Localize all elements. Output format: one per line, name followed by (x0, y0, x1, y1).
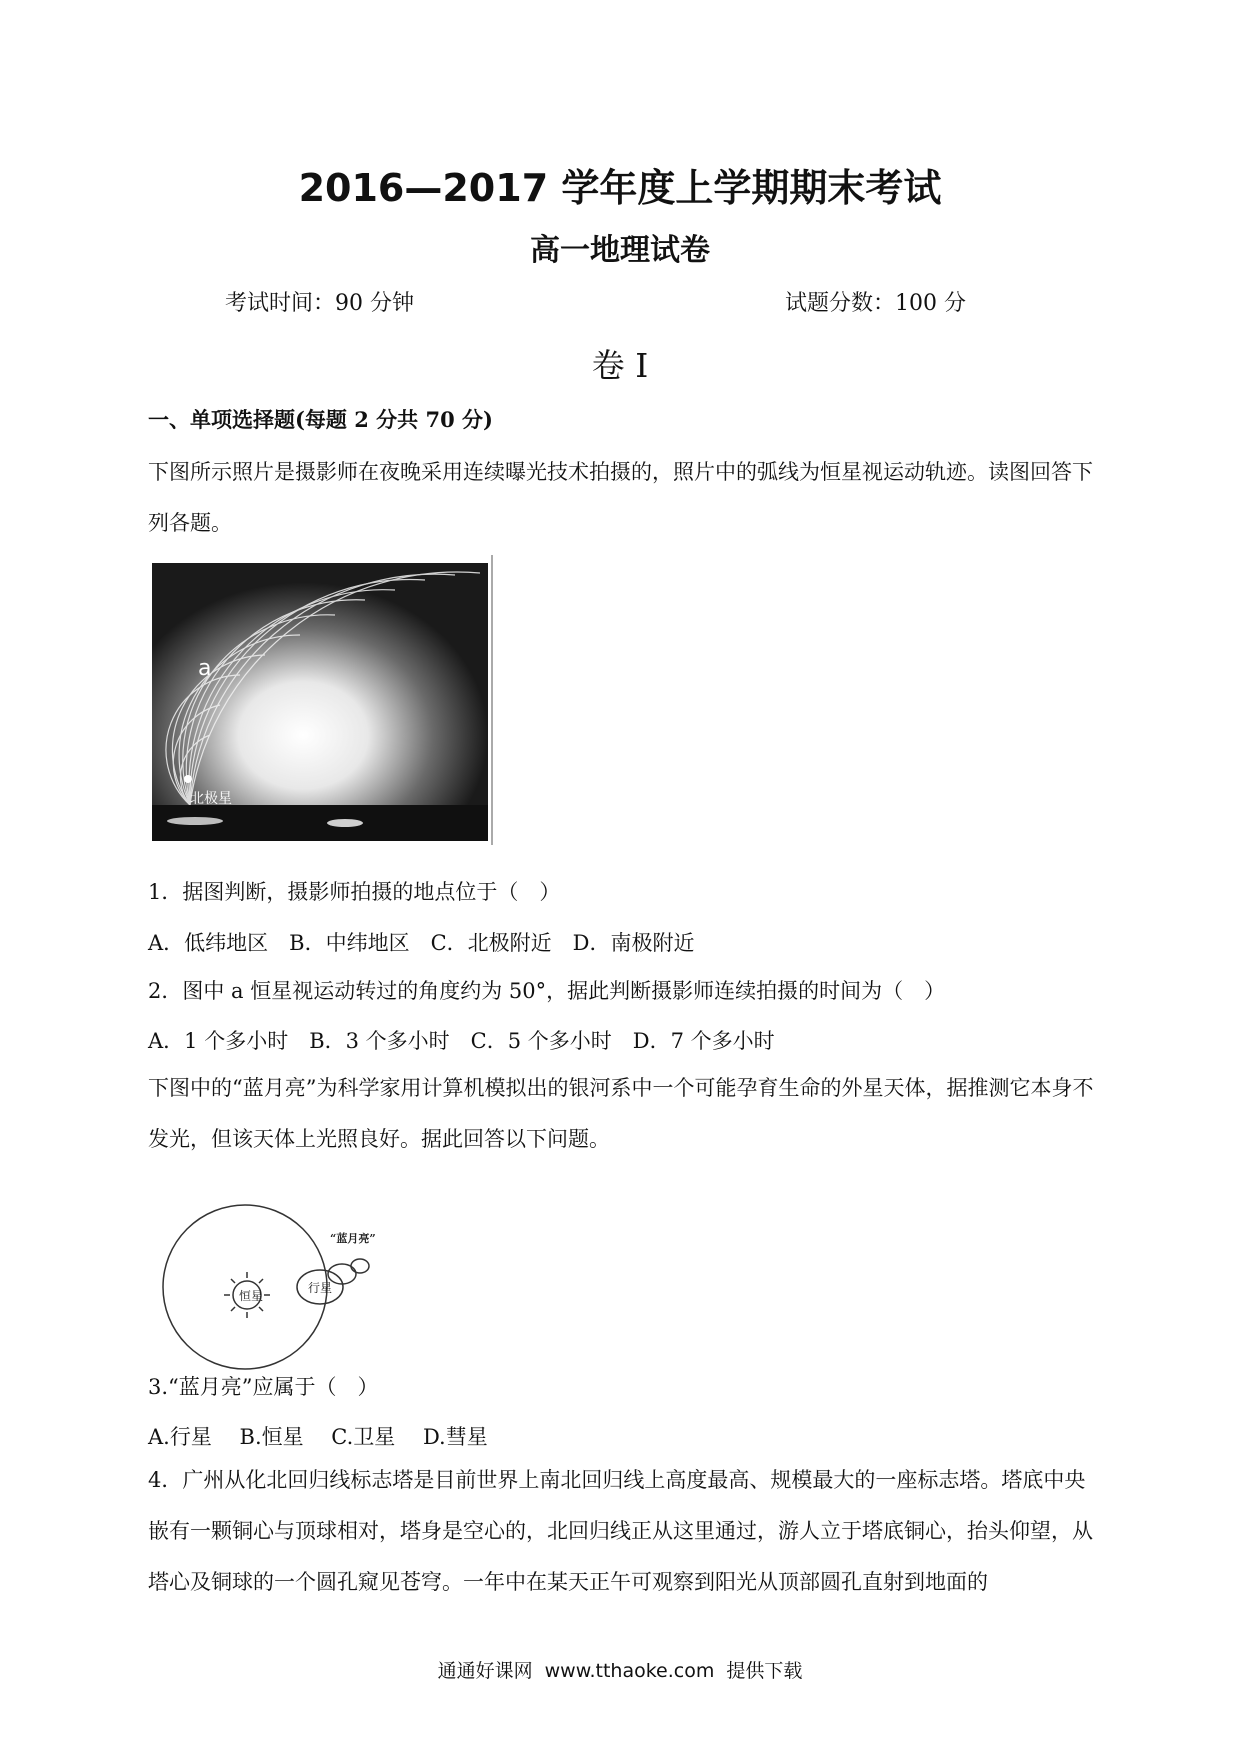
question-2-stem: 2．图中 a 恒星视运动转过的角度约为 50°，据此判断摄影师连续拍摄的时间为（ ） (148, 979, 946, 1003)
star-a-label: a (198, 656, 212, 681)
intro-paragraph-2: 下图中的“蓝月亮”为科学家用计算机模拟出的银河系中一个可能孕育生命的外星天体，据推测它本身不发光，但该天体上光照良好。据此回答以下问题。 (148, 1076, 1094, 1151)
section-heading: 一、单项选择题(每题 2 分共 70 分) (148, 407, 493, 432)
star-trail-photo (150, 555, 495, 845)
blue-moon-label: “蓝月亮” (330, 1232, 376, 1245)
question-4-stem: 4．广州从化北回归线标志塔是目前世界上南北回归线上高度最高、规模最大的一座标志塔。塔底中央嵌有一颗铜心与顶球相对，塔身是空心的，北回归线正从这里通过，游人立于塔底铜心，抬头仰望，从塔心及铜球的一个圆孔窥见苍穹。一年中在某天正午可观察到阳光从顶部圆孔直射到地面的 (148, 1468, 1093, 1594)
question-3-stem: 3.“蓝月亮”应属于（ ） (148, 1375, 379, 1399)
exam-time: 考试时间：90 分钟 (225, 291, 414, 316)
polaris-label: 北极星 (190, 791, 232, 807)
question-1-options: A．低纬地区 B．中纬地区 C．北极附近 D．南极附近 (148, 931, 695, 955)
total-score: 试题分数：100 分 (785, 291, 966, 316)
page-footer (0, 1656, 1240, 1683)
blue-moon-diagram (150, 1192, 410, 1382)
footer-url: www.tthaoke.com (544, 1660, 715, 1682)
question-1-stem: 1．据图判断，摄影师拍摄的地点位于（ ） (148, 880, 561, 904)
footer-site-name: 通通好课网 (437, 1660, 533, 1682)
question-2-options: A．1 个多小时 B．3 个多小时 C．5 个多小时 D．7 个多小时 (148, 1029, 775, 1053)
intro-paragraph-1: 下图所示照片是摄影师在夜晚采用连续曝光技术拍摄的，照片中的弧线为恒星视运动轨迹。读图回答下列各题。 (148, 460, 1093, 535)
exam-subtitle: 高一地理试卷 (530, 233, 710, 268)
footer-suffix: 提供下载 (726, 1660, 803, 1682)
question-3-options: A.行星 B.恒星 C.卫星 D.彗星 (148, 1425, 488, 1449)
paper-label: 卷 I (591, 346, 649, 385)
star-label: 恒星 (239, 1289, 264, 1303)
exam-title: 2016—2017 学年度上学期期末考试 (298, 166, 942, 210)
planet-label: 行星 (308, 1281, 333, 1295)
